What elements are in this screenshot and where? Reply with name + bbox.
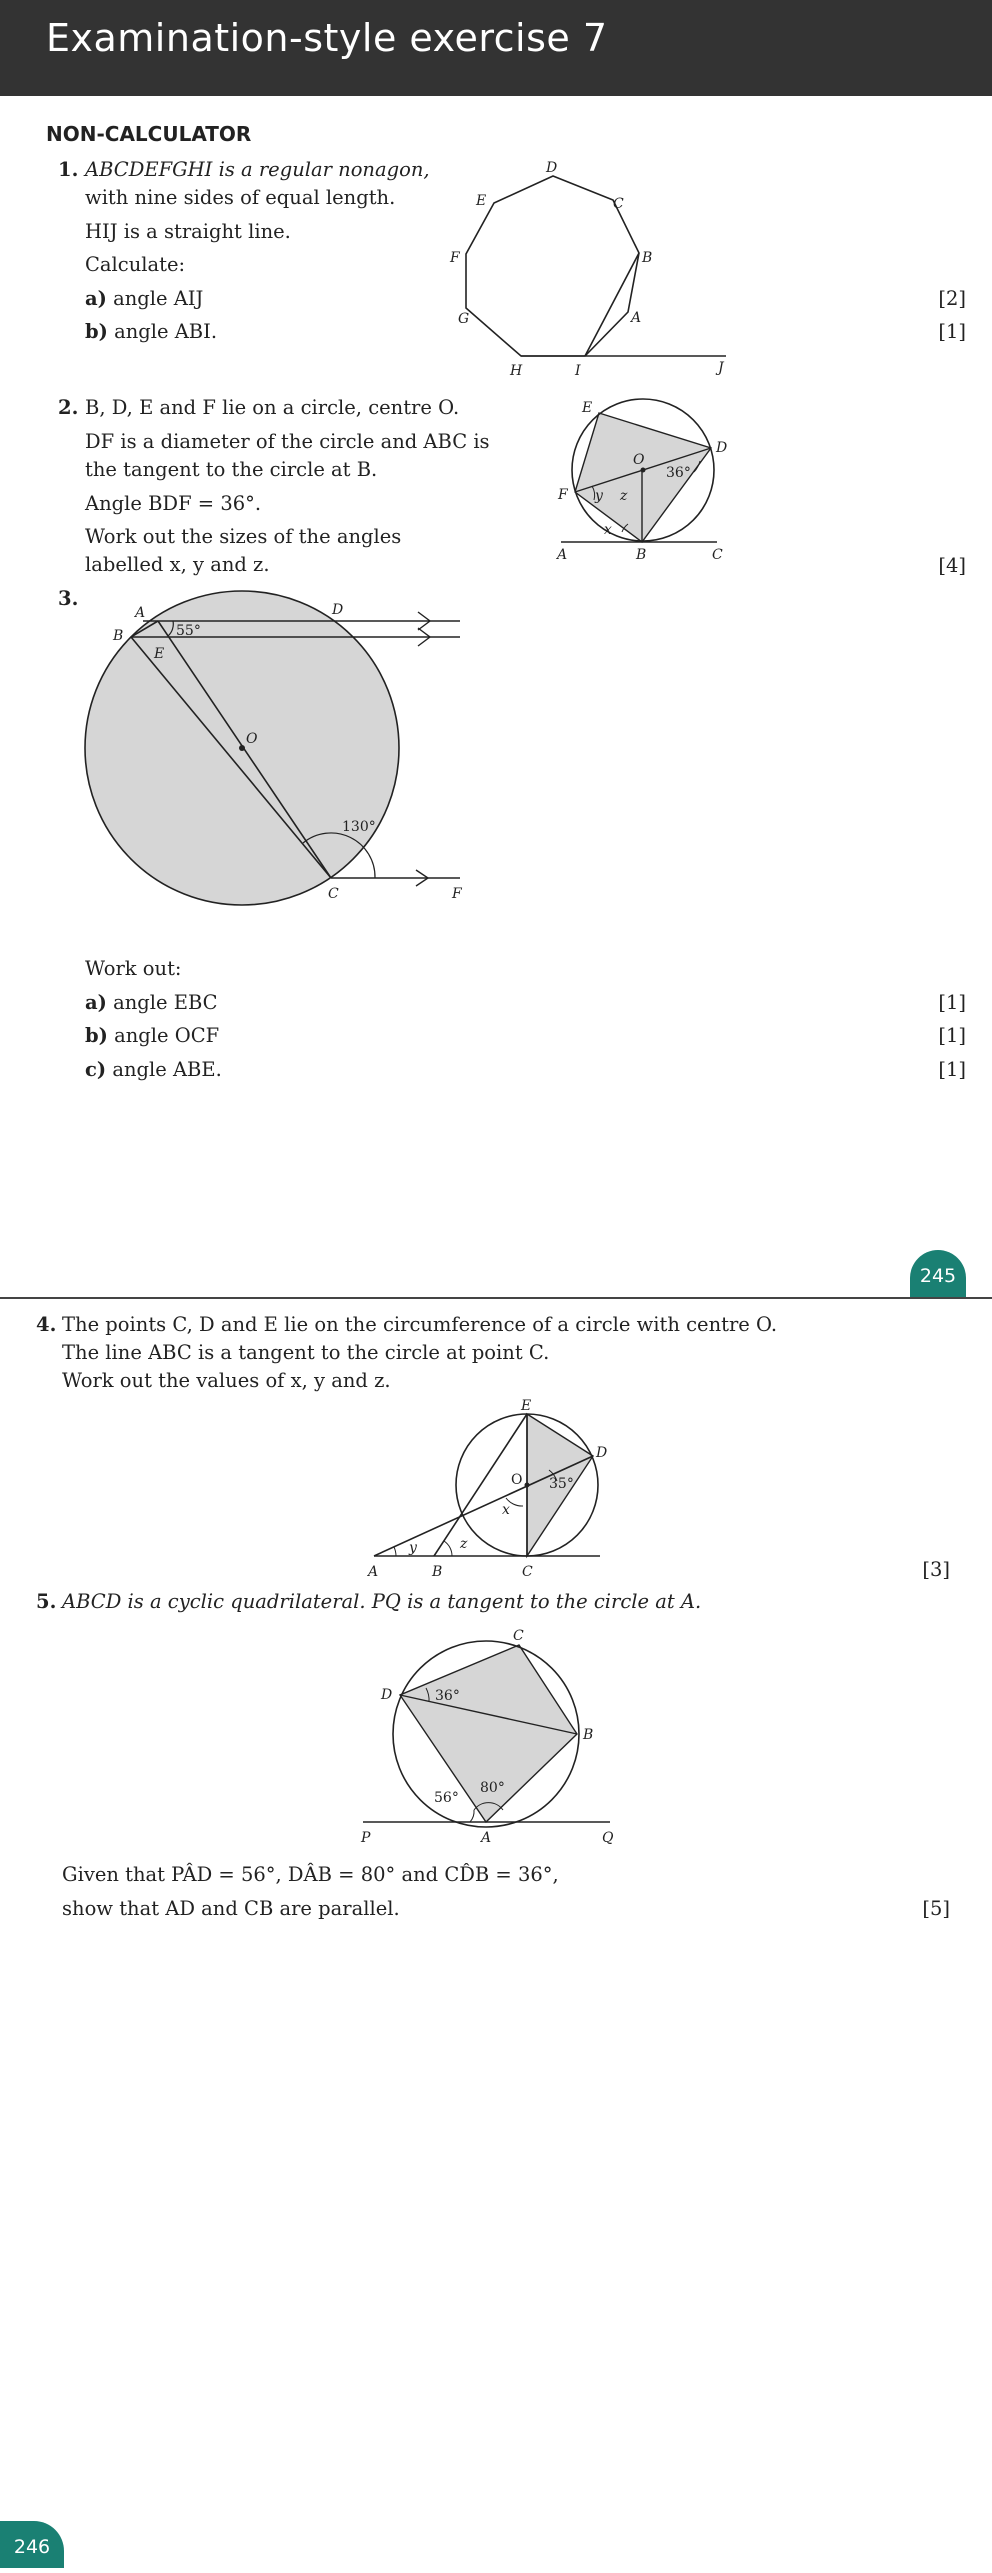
section-label: NON-CALCULATOR xyxy=(46,122,252,146)
q2-line6: labelled x, y and z. xyxy=(85,553,270,576)
q3-part-a: a) angle EBC xyxy=(85,991,218,1014)
page-title: Examination-style exercise 7 xyxy=(46,16,608,60)
q1-line2: with nine sides of equal length. xyxy=(85,186,396,209)
q4-mark: [3] xyxy=(922,1558,950,1581)
page-number-badge: 245 xyxy=(910,1250,966,1297)
q5-label-d: D xyxy=(381,1687,393,1703)
q1-part-b: b) angle ABI. xyxy=(85,320,218,343)
q2-label-x: x xyxy=(604,522,612,538)
q3-circle-diagram xyxy=(70,590,490,910)
q3-number: 3. xyxy=(58,587,79,610)
q3-label-a: A xyxy=(135,605,146,621)
q4-label-y: y xyxy=(409,1540,417,1556)
q4-label-z: z xyxy=(460,1536,468,1552)
q5-label-a: A xyxy=(481,1830,492,1846)
q4-circle-diagram xyxy=(360,1395,620,1580)
q2-number: 2. xyxy=(58,396,79,419)
q2-line5: Work out the sizes of the angles xyxy=(85,525,402,548)
q1-label-a: A xyxy=(631,310,642,326)
q2-circle-diagram xyxy=(550,395,740,565)
q5-label-c: C xyxy=(513,1628,524,1644)
q3-part-c: c) angle ABE. xyxy=(85,1058,222,1081)
q4-label-35: 35° xyxy=(549,1476,574,1492)
page-divider xyxy=(0,1297,992,1299)
q1-label-b: B xyxy=(642,250,653,266)
q1-nonagon-diagram xyxy=(440,155,740,385)
q2-label-o: O xyxy=(633,452,645,468)
q1-line1: ABCDEFGHI is a regular nonagon, xyxy=(85,158,430,181)
q3-label-55: 55° xyxy=(176,623,201,639)
q4-label-e: E xyxy=(521,1398,532,1414)
q3-workout: Work out: xyxy=(85,957,182,980)
q5-label-80: 80° xyxy=(480,1780,505,1796)
q1-label-i: I xyxy=(575,363,581,379)
page-number-badge-2: 246 xyxy=(0,2521,64,2568)
q3-mark-c: [1] xyxy=(938,1058,966,1081)
q5-label-56: 56° xyxy=(434,1790,459,1806)
q2-label-d: D xyxy=(716,440,728,456)
q2-label-36: 36° xyxy=(666,465,691,481)
q4-label-c: C xyxy=(522,1564,533,1580)
q3-label-d: D xyxy=(332,602,344,618)
q2-line3: the tangent to the circle at B. xyxy=(85,458,378,481)
q5-number: 5. xyxy=(36,1590,57,1613)
q3-label-130: 130° xyxy=(342,819,376,835)
q2-line2: DF is a diameter of the circle and ABC is xyxy=(85,430,490,453)
q1-label-j: J xyxy=(718,360,724,376)
page-header xyxy=(0,0,992,96)
q2-label-a: A xyxy=(557,547,568,563)
q4-label-a: A xyxy=(368,1564,379,1580)
q3-mark-a: [1] xyxy=(938,991,966,1014)
q1-mark-b: [1] xyxy=(938,320,966,343)
q5-line1: ABCD is a cyclic quadrilateral. PQ is a tangent to the circle at A. xyxy=(62,1590,702,1613)
q4-label-x: x xyxy=(502,1502,510,1518)
q2-label-y: y xyxy=(595,488,603,504)
q3-part-b: b) angle OCF xyxy=(85,1024,220,1047)
q2-label-f: F xyxy=(558,487,568,503)
q5-label-36: 36° xyxy=(435,1688,460,1704)
q5-mark: [5] xyxy=(922,1897,950,1920)
q2-label-e: E xyxy=(582,400,593,416)
q4-label-d: D xyxy=(596,1445,608,1461)
q3-label-e: E xyxy=(154,646,165,662)
q2-mark: [4] xyxy=(938,554,966,577)
q3-label-f: F xyxy=(452,886,462,902)
q2-label-c: C xyxy=(712,547,723,563)
q4-line3: Work out the values of x, y and z. xyxy=(62,1369,391,1392)
q4-line2: The line ABC is a tangent to the circle at point C. xyxy=(62,1341,550,1364)
q5-label-q: Q xyxy=(602,1830,614,1846)
q5-label-p: P xyxy=(361,1830,371,1846)
q3-label-b: B xyxy=(113,628,124,644)
q2-label-z: z xyxy=(620,488,628,504)
q5-circle-diagram xyxy=(355,1620,635,1850)
q1-part-a: a) angle AIJ xyxy=(85,287,204,310)
q2-label-b: B xyxy=(636,547,647,563)
q4-line1: The points C, D and E lie on the circumference of a circle with centre O. xyxy=(62,1313,778,1336)
q3-label-o: O xyxy=(246,731,258,747)
q1-label-c: C xyxy=(613,196,624,212)
q3-label-c: C xyxy=(328,886,339,902)
q2-line4: Angle BDF = 36°. xyxy=(85,492,262,515)
q2-line1: B, D, E and F lie on a circle, centre O. xyxy=(85,396,460,419)
q5-line2: Given that PÂD = 56°, DÂB = 80° and CD̂B = 36°, xyxy=(62,1863,559,1886)
q5-label-b: B xyxy=(583,1727,594,1743)
q1-label-e: E xyxy=(476,193,487,209)
q1-number: 1. xyxy=(58,158,79,181)
q1-line3: HIJ is a straight line. xyxy=(85,220,291,243)
q1-mark-a: [2] xyxy=(938,287,966,310)
q1-label-h: H xyxy=(510,363,523,379)
q4-label-o: O xyxy=(511,1472,523,1488)
q1-label-d: D xyxy=(546,160,558,176)
q1-label-f: F xyxy=(450,250,460,266)
q1-label-g: G xyxy=(458,311,470,327)
q4-label-b: B xyxy=(432,1564,443,1580)
q4-number: 4. xyxy=(36,1313,57,1336)
q3-mark-b: [1] xyxy=(938,1024,966,1047)
q5-line3: show that AD and CB are parallel. xyxy=(62,1897,400,1920)
q1-line4: Calculate: xyxy=(85,253,186,276)
